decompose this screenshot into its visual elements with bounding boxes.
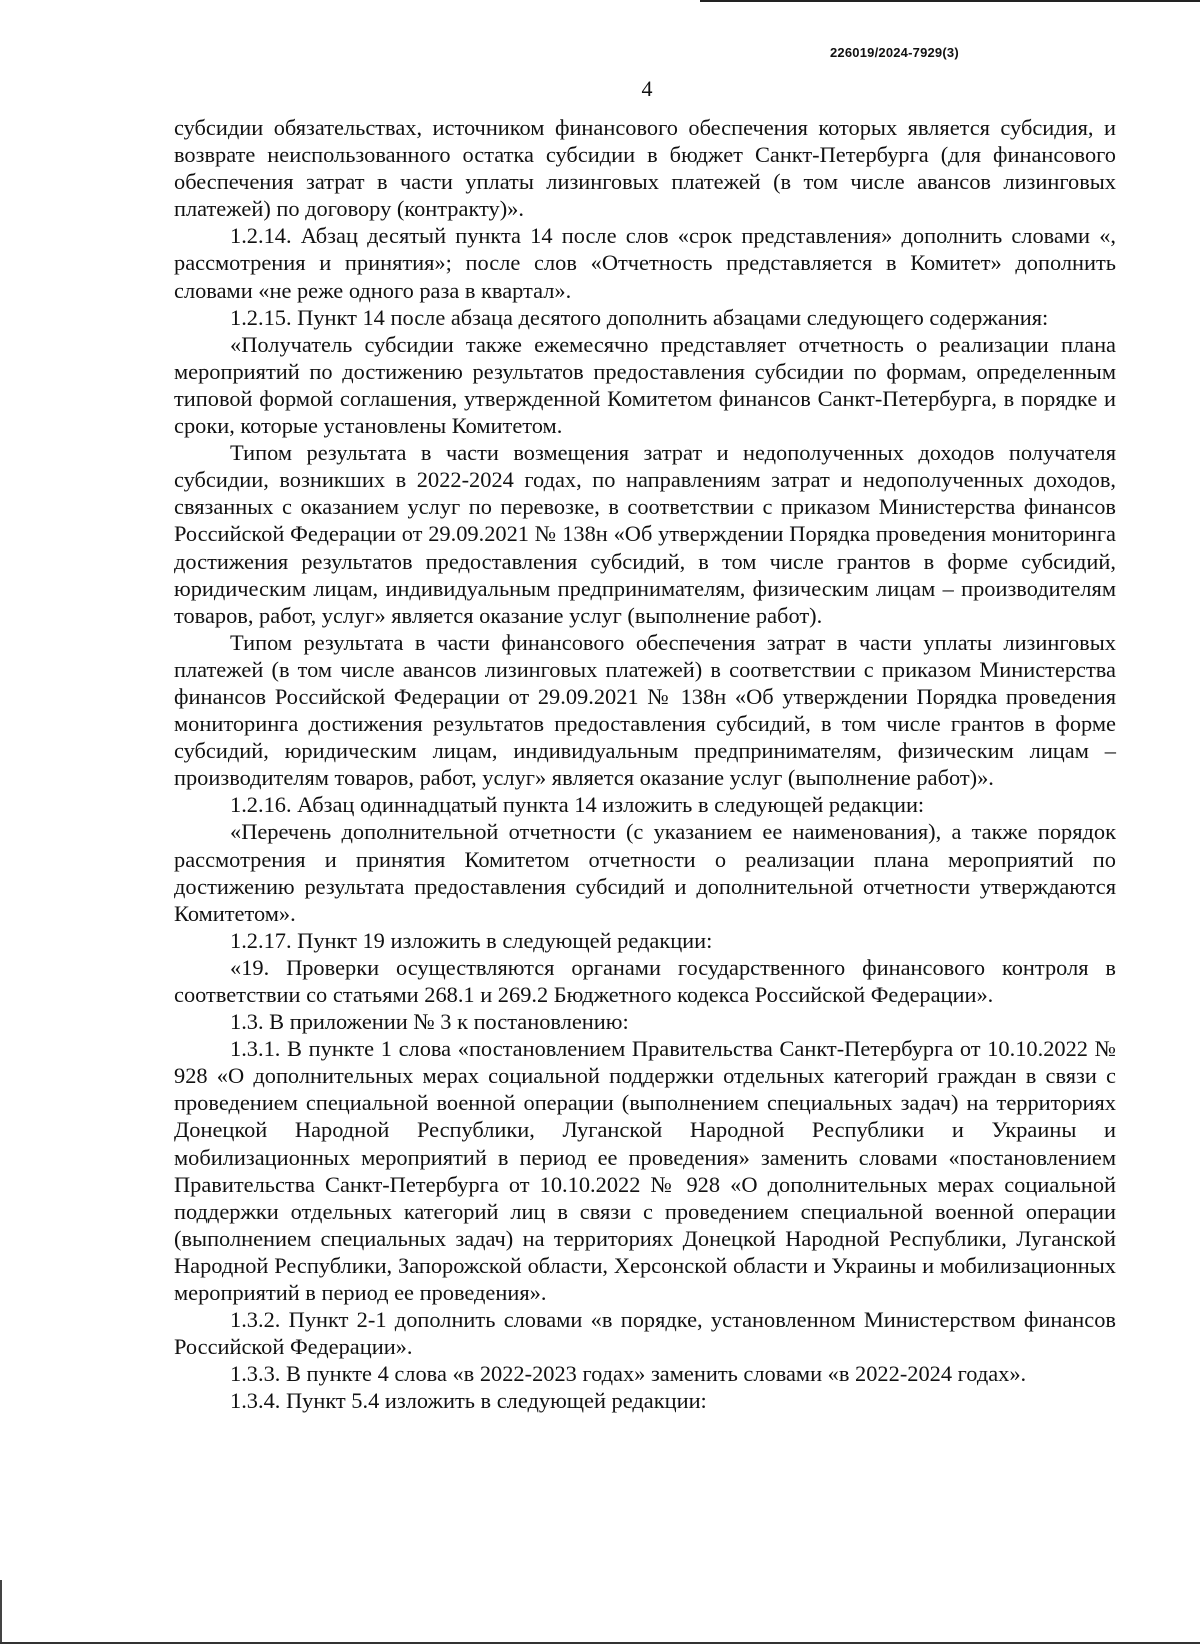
paragraph: 1.2.15. Пункт 14 после абзаца десятого дополнить абзацами следующего содержания: bbox=[230, 304, 1049, 330]
paragraph: 1.3.1. В пункте 1 слова «постановлением Правительства Санкт-Петербурга от 10.10.2022 № 928 «О дополнительных мерах социальной поддержки отдельных категорий граждан в связи с проведением специальной военной операции (выполнением специальных задач) на территориях Донецкой Народной Республики, Луганской Народной Республики и Украины и мобилизационных мероприятий в период ее проведения» заменить словами «постановлением Правительства Санкт-Петербурга от 10.10.2022 № 928 «О дополнительных мерах социальной поддержки отдельных категорий лиц в связи с проведением специальной военной операции (выполнением специальных задач) на территориях Донецкой Народной Республики, Луганской Народной Республики, Запорожской области, Херсонской области и Украины и мобилизационных мероприятий в период ее проведения». bbox=[174, 1036, 1116, 1306]
document-body bbox=[174, 114, 1116, 1415]
paragraph: «Получатель субсидии также ежемесячно представляет отчетность о реализации плана мероприятий по достижению результатов предоставления субсидии по формам, определенным типовой формой соглашения, утвержденной Комитетом финансов Санкт-Петербурга, в порядке и сроки, которые установлены Комитетом. bbox=[174, 331, 1116, 439]
paragraph: 1.3.4. Пункт 5.4 изложить в следующей редакции: bbox=[230, 1388, 707, 1414]
paragraph: «Перечень дополнительной отчетности (с указанием ее наименования), а также порядок рассмотрения и принятия Комитетом отчетности о реализации плана мероприятий по достижению результата предоставления субсидий и дополнительной отчетности утверждаются Комитетом». bbox=[174, 819, 1116, 926]
scan-edge-top bbox=[700, 0, 1200, 2]
paragraph: 1.3.3. В пункте 4 слова «в 2022-2023 годах» заменить словами «в 2022-2024 годах». bbox=[230, 1361, 1027, 1387]
paragraph: 1.2.16. Абзац одиннадцатый пункта 14 изложить в следующей редакции: bbox=[230, 792, 925, 818]
paragraph: 1.3.2. Пункт 2-1 дополнить словами «в порядке, установленном Министерством финансов Российской Федерации». bbox=[174, 1307, 1116, 1360]
paragraph: Типом результата в части финансового обеспечения затрат в части уплаты лизинговых платежей (в том числе авансов лизинговых платежей) в соответствии с приказом Министерства финансов Российской Федерации от 29.09.2021 № 138н «Об утверждении Порядка проведения мониторинга достижения результатов предоставления субсидий, в том числе грантов в форме субсидий, юридическим лицам, индивидуальным предпринимателям, физическим лицам – производителям товаров, работ, услуг» является оказание услуг (выполнение работ)». bbox=[174, 629, 1116, 791]
paragraph: «19. Проверки осуществляются органами государственного финансового контроля в соответствии со статьями 268.1 и 269.2 Бюджетного кодекса Российской Федерации». bbox=[174, 954, 1116, 1007]
paragraph: 1.2.17. Пункт 19 изложить в следующей редакции: bbox=[230, 927, 713, 953]
paragraph: 1.3. В приложении № 3 к постановлению: bbox=[230, 1009, 629, 1035]
page-number: 4 bbox=[641, 76, 653, 101]
paragraph: 1.2.14. Абзац десятый пункта 14 после слов «срок представления» дополнить словами «, рассмотрения и принятия»; после слов «Отчетность представляется в Комитет» дополнить словами «не реже одного раза в квартал». bbox=[174, 223, 1116, 303]
document-number: 226019/2024-7929(3) bbox=[830, 45, 959, 60]
paragraph: субсидии обязательствах, источником финансового обеспечения которых является субсидия, и возврате неиспользованного остатка субсидии в бюджет Санкт-Петербурга (для финансового обеспечения затрат в части уплаты лизинговых платежей (в том числе авансов лизинговых платежей) по договору (контракту)». bbox=[174, 115, 1116, 222]
paragraph: Типом результата в части возмещения затрат и недополученных доходов получателя субсидии, возникших в 2022-2024 годах, по направлениям затрат и недополученных доходов, связанных с оказанием услуг по перевозке, в соответствии с приказом Министерства финансов Российской Федерации от 29.09.2021 № 138н «Об утверждении Порядка проведения мониторинга достижения результатов предоставления субсидий, в том числе грантов в форме субсидий, юридическим лицам, индивидуальным предпринимателям, физическим лицам – производителям товаров, работ, услуг» является оказание услуг (выполнение работ). bbox=[174, 440, 1116, 628]
scan-edge-left bbox=[0, 1580, 2, 1644]
